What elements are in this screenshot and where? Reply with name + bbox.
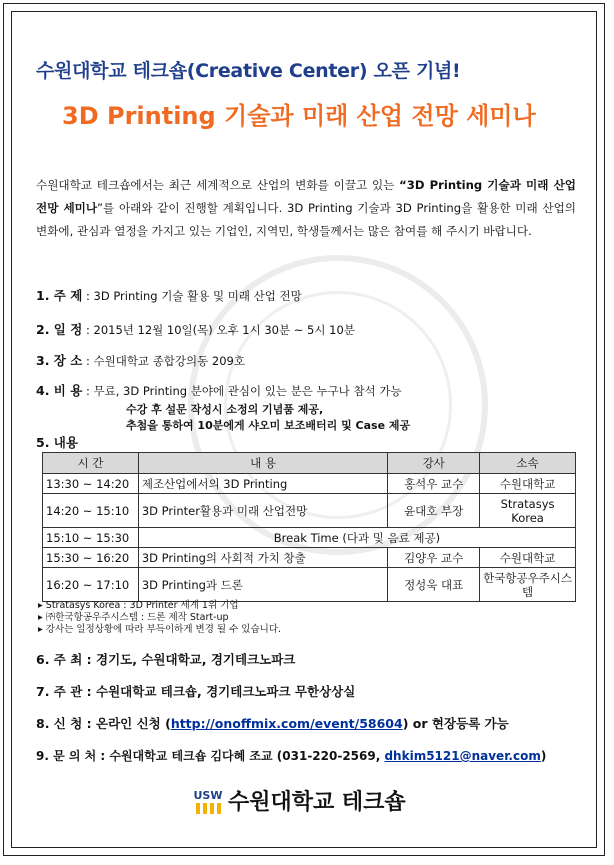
item-label: 6. 주 최	[36, 652, 83, 667]
fee-note-2: 추첨을 통하여 10분에게 샤오미 보조배터리 및 Case 제공	[126, 419, 411, 432]
item-label: 3. 장 소	[36, 353, 83, 368]
notes-list	[38, 600, 281, 636]
cell-org: 수원대학교	[480, 548, 576, 568]
fee-note-1: 수강 후 설문 작성시 소정의 기념품 제공,	[126, 403, 324, 416]
schedule-table	[42, 452, 576, 602]
item-apply	[36, 714, 509, 732]
cell-content: 제조산업에서의 3D Printing	[138, 474, 387, 494]
contact-text: : 수원대학교 테크숍 김다혜 조교 (031-220-2569,	[96, 749, 385, 763]
contact-email-link[interactable]: dhkim5121@naver.com	[384, 749, 541, 763]
note-item: ▸ 강사는 일정상황에 따라 부득이하게 변경 될 수 있습니다.	[38, 624, 282, 635]
item-label: 2. 일 정	[36, 322, 83, 337]
item-label: 9. 문 의 처	[36, 749, 97, 763]
item-value: : 3D Printing 기술 활용 및 미래 산업 전망	[82, 289, 302, 303]
item-host	[36, 650, 295, 668]
cell-speaker: 정성욱 대표	[388, 568, 480, 602]
header-time: 시 간	[43, 453, 139, 474]
brand-name: 수원대학교 테크숍	[228, 790, 406, 815]
item-label: 8. 신 청	[36, 716, 83, 731]
cell-content: 3D Printing의 사회적 가치 창출	[138, 548, 387, 568]
footer-brand	[192, 785, 406, 816]
cell-time: 14:20 ~ 15:10	[43, 494, 139, 528]
item-value: : 2015년 12월 10일(목) 오후 1시 30분 ~ 5시 10분	[82, 323, 355, 337]
item-label: 7. 주 관	[36, 684, 83, 699]
cell-time: 13:30 ~ 14:20	[43, 474, 139, 494]
item-value: : 경기도, 수원대학교, 경기테크노파크	[82, 652, 296, 667]
cell-content: 3D Printing과 드론	[138, 568, 387, 602]
cell-time: 15:30 ~ 16:20	[43, 548, 139, 568]
item-label: 4. 비 용	[36, 383, 83, 398]
note-item: ▸ ㈜한국항공우주시스템 : 드론 제작 Start-up	[38, 612, 229, 623]
registration-link[interactable]: http://onoffmix.com/event/58604	[170, 716, 403, 731]
item-value: : 수원대학교 테크숍, 경기테크노파크 무한상상실	[82, 684, 356, 699]
item-fee	[36, 381, 402, 399]
item-label: 1. 주 제	[36, 288, 83, 303]
cell-speaker: 김양우 교수	[388, 548, 480, 568]
intro-text-post: ”를 아래와 같이 진행할 계획입니다. 3D Printing 기술과 3D Printing을 활용한 미래 산업의 변화에, 관심과 열정을 가지고 있는 기업인, 지역민, 학생들께서는 많은 참여를 해 주시기 바랍니다.	[36, 201, 576, 238]
cell-org: 수원대학교	[480, 474, 576, 494]
header-org: 소속	[480, 453, 576, 474]
cell-org: Stratasys Korea	[480, 494, 576, 528]
table-row	[43, 568, 576, 602]
item-date	[36, 320, 355, 338]
cell-org: 한국항공우주시스템	[480, 568, 576, 602]
table-row-break	[43, 528, 576, 548]
contact-text-post: )	[540, 749, 547, 763]
cell-time: 15:10 ~ 15:30	[43, 528, 139, 548]
intro-text-bold: “3D Printing 기술과 미래 산업 전망 세미나	[36, 178, 576, 215]
cell-speaker: 홍석우 교수	[388, 474, 480, 494]
item-value: : 수원대학교 종합강의동 209호	[82, 354, 245, 368]
item-contact	[36, 747, 546, 764]
header-speaker: 강사	[388, 453, 480, 474]
header-content: 내 용	[138, 453, 387, 474]
cell-time: 16:20 ~ 17:10	[43, 568, 139, 602]
table-header-row	[43, 453, 576, 474]
item-content	[36, 433, 78, 451]
cell-break: Break Time (다과 및 음료 제공)	[138, 528, 575, 548]
table-row	[43, 474, 576, 494]
usw-logo-icon	[192, 787, 224, 815]
headline: 수원대학교 테크숍(Creative Center) 오픈 기념!	[36, 60, 461, 82]
note-item: ▸ Stratasys Korea : 3D Printer 세계 1위 기업	[38, 600, 239, 611]
intro-paragraph	[36, 174, 576, 243]
logo-text: USW	[193, 788, 223, 802]
item-label: 5. 내용	[36, 435, 78, 450]
item-organizer	[36, 682, 355, 700]
cell-content: 3D Printer활용과 미래 산업전망	[138, 494, 387, 528]
table-row	[43, 494, 576, 528]
item-place	[36, 351, 245, 369]
intro-text-pre: 수원대학교 테크숍에서는 최근 세계적으로 산업의 변화를 이끌고 있는	[36, 178, 400, 192]
item-theme	[36, 286, 302, 304]
item-value: : 무료, 3D Printing 분야에 관심이 있는 분은 누구나 참석 가능	[82, 384, 402, 398]
cell-speaker: 윤대호 부장	[388, 494, 480, 528]
table-row	[43, 548, 576, 568]
seminar-title: 3D Printing 기술과 미래 산업 전망 세미나	[62, 102, 536, 130]
apply-text: : 온라인 신청 (	[82, 716, 171, 731]
apply-text-post: ) or 현장등록 가능	[402, 716, 509, 731]
